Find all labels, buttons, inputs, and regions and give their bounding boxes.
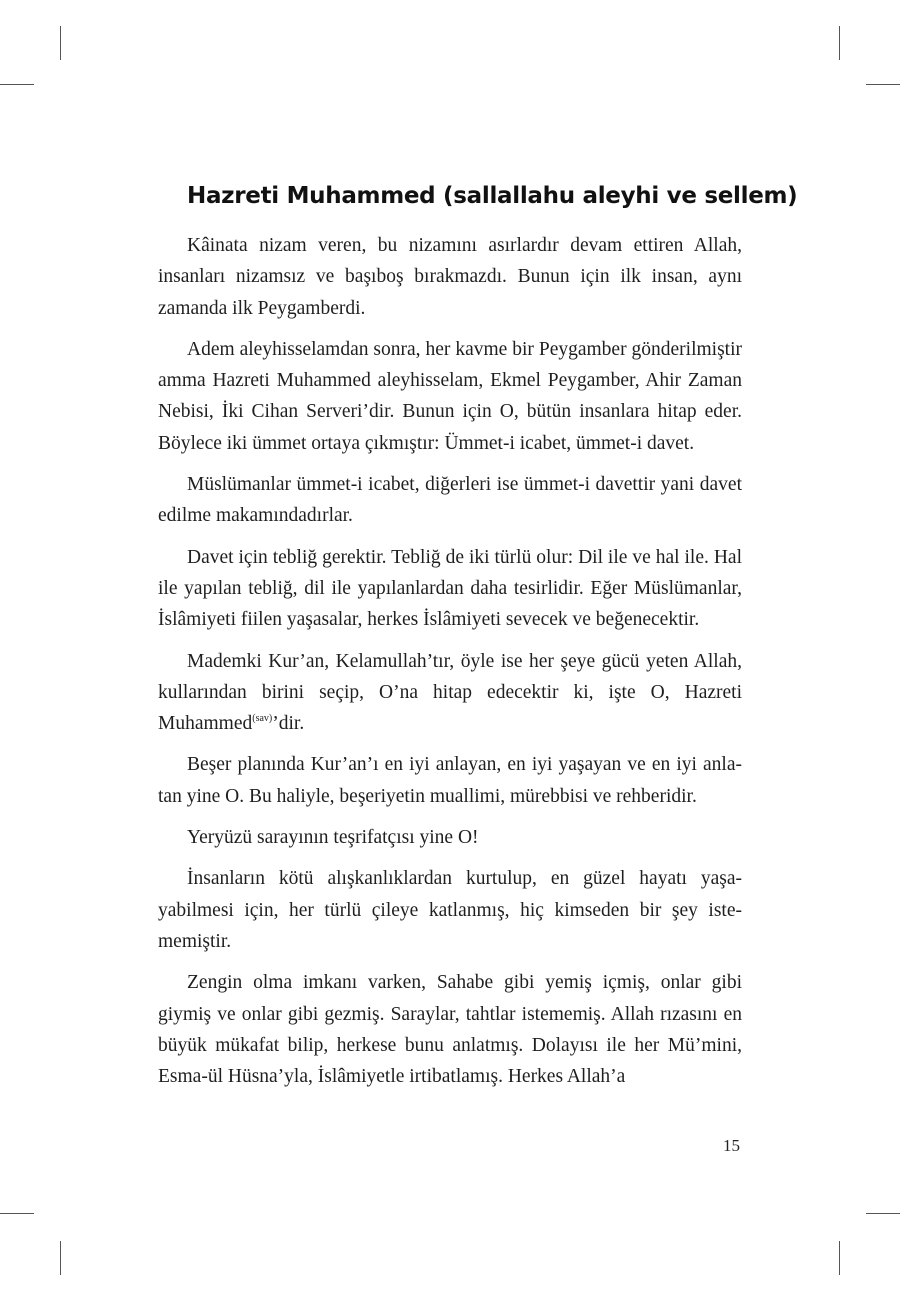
crop-mark-bottom-right <box>839 1241 840 1275</box>
paragraph-text: Mademki Kur’an, Kelamullah’tır, öyle ise her şeye gücü yeten Allah, kullarından birini seçip, O’na hitap edecektir ki, işte O, Hazreti <box>158 650 742 703</box>
crop-mark-top-right <box>839 26 840 60</box>
paragraph: Yeryüzü sarayının teşrifatçısı yine O! <box>187 827 479 849</box>
paragraph-text: ’dir. <box>272 713 305 735</box>
crop-mark-right-top <box>866 84 900 85</box>
paragraph: Kâinata nizam veren, bu nizamını asırlardır devam ettiren Allah, insanları nizamsız ve başıboş bırakmazdı. Bunun için ilk insan, aynı zamanda ilk Peygamberdi. <box>158 235 742 319</box>
crop-mark-right-bottom <box>866 1213 900 1214</box>
crop-mark-top-left <box>60 26 61 60</box>
page-number: 15 <box>723 1136 740 1155</box>
paragraph <box>158 646 742 740</box>
page-title: Hazreti Muhammed (sallallahu aleyhi ve sellem) <box>187 183 798 209</box>
paragraph: Beşer planında Kur’an’ı en iyi anlayan, en iyi yaşayan ve en iyi anlatan yine O. Bu haliyle, beşeriyetin muallimi, mürebbisi ve rehberidir. <box>158 754 742 807</box>
paragraph-text: Muhammed <box>158 713 253 735</box>
page-content <box>158 176 798 1102</box>
paragraph: Müslümanlar ümmet-i icabet, diğerleri ise ümmet-i davettir yani davet edilme makamındadırlar. <box>158 474 742 527</box>
crop-mark-left-bottom <box>0 1213 34 1214</box>
paragraph: Zengin olma imkanı varken, Sahabe gibi yemiş içmiş, onlar gibi giymiş ve onlar gibi gezmiş. Saraylar, tahtlar istememiş. Allah rızasını en büyük mükafat bilip, herkese bunu anlatmış. Dolayısı ile her Mü’mini, Esma-ül Hüsna’yla, İslâmiyetle irtibatlamış. Herkes Allah’a <box>158 972 742 1088</box>
sav-superscript: (sav) <box>252 713 273 725</box>
paragraph: Davet için tebliğ gerektir. Tebliğ de iki türlü olur: Dil ile ve hal ile. Hal ile yapılan tebliğ, dil ile yapılanlardan daha tesirlidir. Eğer Müslümanlar, İslâmiyeti fiilen yaşasalar, herkes İslâmiyeti sevecek ve beğenecektir. <box>158 546 742 631</box>
crop-mark-bottom-left <box>60 1241 61 1275</box>
crop-mark-left-top <box>0 84 34 85</box>
paragraph: Adem aleyhisselamdan sonra, her kavme bir Peygamber gönderilmiştir amma Hazreti Muhammed aleyhisselam, Ekmel Peygamber, Ahir Zaman Nebisi, İki Cihan Serveri’dir. Bunun için O, bütün insanlara hitap eder. Böylece iki ümmet ortaya çıkmıştır: Ümmet-i icabet, ümmet-i davet. <box>158 338 742 454</box>
paragraph: İnsanların kötü alışkanlıklardan kurtulup, en güzel hayatı yaşayabilmesi için, her türlü çileye katlanmış, hiç kimseden bir şey istememiştir. <box>158 868 742 952</box>
